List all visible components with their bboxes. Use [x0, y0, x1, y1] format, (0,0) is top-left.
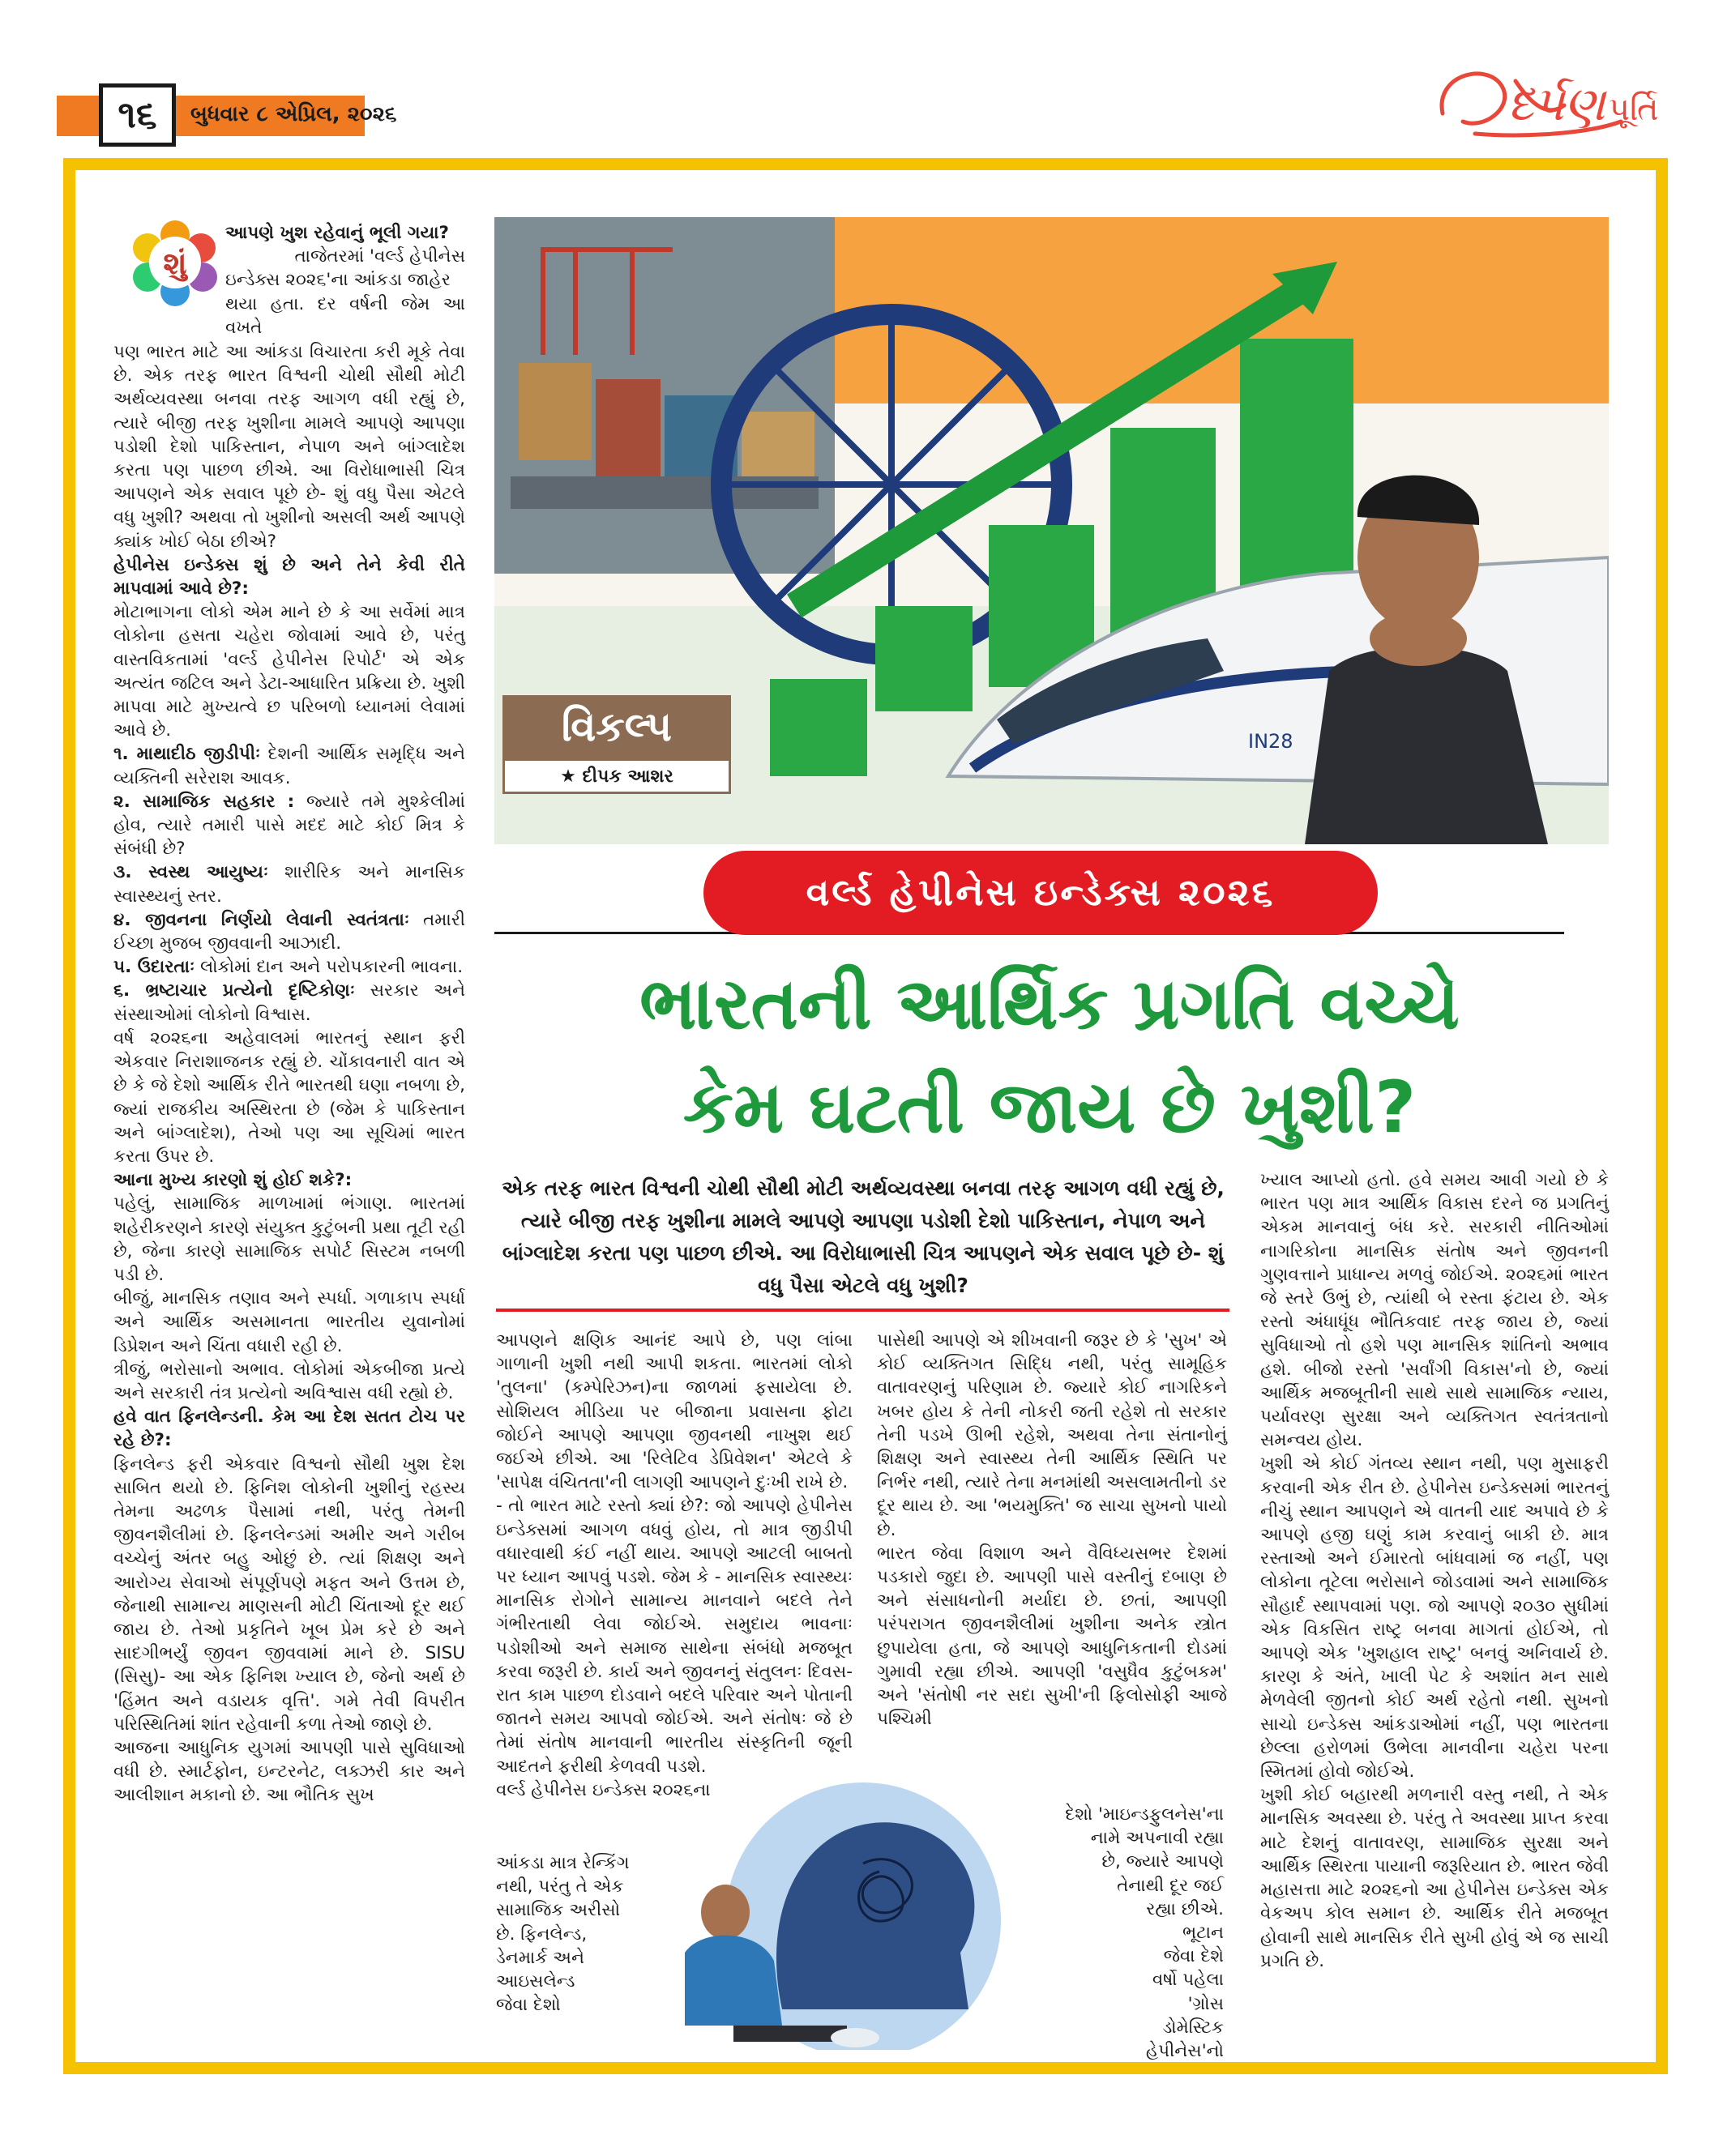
wrap-line: છે, જ્યારે આપણે — [1101, 1851, 1224, 1872]
brand-name: દર્પણ — [1507, 76, 1605, 131]
brand-logo — [1426, 57, 1670, 146]
paragraph: ફિનલેન્ડ ફરી એકવાર વિશ્વનો સૌથી ખુશ દેશ સાબિત થયો છે. ફિનિશ લોકોની ખુશીનું રહસ્ય તેમના અઢળક પૈસામાં નથી, પરંતુ તેમની જીવનશૈલીમાં છે. ફિનલેન્ડમાં અમીર અને ગરીબ વચ્ચેનું અંતર બહુ ઓછું છે. ત્યાં શિક્ષણ અને આરોગ્ય સેવાઓ સંપૂર્ણપણે મફત અને ઉત્તમ છે, જેનાથી સામાન્ય માણસની મોટી ચિંતાઓ દૂર થઈ જાય છે. તેઓ પ્રકૃતિને ખૂબ પ્રેમ કરે છે અને સાદગીભર્યું જીવન જીવવામાં માને છે. SISU (સિસુ)- આ એક ફિનિશ ખ્યાલ છે, જેનો અર્થ છે 'હિંમત અને વડાયક વૃત્તિ'. ગમે તેવી વિપરીત પરિસ્થિતિમાં શાંત રહેવાની કળા તેઓ જાણે છે. — [113, 1454, 465, 1735]
paragraph: પણ ભારત માટે આ આંકડા વિચારતા કરી મૂકે તેવા છે. એક તરફ ભારત વિશ્વની ચોથી સૌથી મોટી અર્થવ્યવસ્થા બનવા તરફ આગળ વધી રહ્યું છે, ત્યારે બીજી તરફ ખુશીના મામલે આપણે આપણા પડોશી દેશો પાકિસ્તાન, નેપાળ અને બાંગ્લાદેશ કરતા પણ પાછળ છીએ. આ વિરોધાભાસી ચિત્ર આપણને એક સવાલ પૂછે છે- શું વધુ પૈસા એટલે વધુ ખુશી? અથવા તો ખુશીનો અસલી અર્થ આપણે ક્યાંક ખોઈ બેઠા છીએ? — [113, 342, 465, 552]
wrap-line: 'ગ્રોસ — [1187, 1993, 1224, 2014]
list-item — [113, 955, 465, 979]
paragraph: ભારત જેવા વિશાળ અને વૈવિધ્યસભર દેશમાં પડકારો જુદા છે. આપણી પાસે વસ્તીનું દબાણ છે અને સંસાધનોની મર્યાદા છે. છતાં, આપણી પરંપરાગત જીવનશૈલીમાં ખુશીના અનેક સ્ત્રોત છુપાયેલા હતા, જે આપણે આધુનિકતાની દોડમાં ગુમાવી રહ્યા છીએ. આપણી 'વસુધૈવ કુટુંબકમ' અને 'સંતોષી નર સદા સુખી'ની ફિલોસોફી આજે પશ્ચિમી — [877, 1543, 1227, 1730]
wrap-line: ડોમેસ્ટિક — [1162, 2017, 1224, 2038]
subheading: હવે વાત ફિનલેન્ડની. કેમ આ દેશ સતત ટોચ પર રહે છે?: — [113, 1407, 465, 1451]
wrap-line: નથી, પરંતુ તે એક — [496, 1876, 624, 1898]
wrap-line: ભૂટાન — [1182, 1923, 1224, 1944]
paragraph: બીજું, માનસિક તણાવ અને સ્પર્ધા. ગળાકાપ સ્પર્ધા અને આર્થિક અસમાનતા ભારતીય યુવાનોમાં ડિપ્રેશન અને ચિંતા વધારી રહી છે. — [113, 1288, 465, 1356]
list-item-label: ૫. ઉદારતાઃ — [113, 957, 195, 978]
headline-line-1: ભારતની આર્થિક પ્રગતિ વચ્ચે — [639, 962, 1460, 1045]
wrap-line: ડેનમાર્ક અને — [496, 1947, 584, 1968]
list-item — [113, 790, 465, 861]
list-item — [113, 908, 465, 955]
lead-heading: આપણે ખુશ રહેવાનું ભૂલી ગયા? — [225, 223, 449, 243]
wrap-line: રહ્યા છીએ. — [1146, 1898, 1224, 1919]
headline-line-2: કેમ ઘટતી જાય છે ખુશી? — [682, 1065, 1417, 1149]
column-title: વિકલ્પ — [502, 695, 731, 758]
paragraph: પાસેથી આપણે એ શીખવાની જરૂર છે કે 'સુખ' એ કોઈ વ્યક્તિગત સિદ્ધિ નથી, પરંતુ સામૂહિક વાતાવરણનું પરિણામ છે. જ્યારે કોઈ નાગરિકને ખબર હોય કે તેની નોકરી જતી રહેશે તો સરકાર તેની પડખે ઊભી રહેશે, અથવા તેના સંતાનોનું શિક્ષણ અને સ્વાસ્થ્ય તેની આર્થિક સ્થિતિ પર નિર્ભર નથી, ત્યારે તેના મનમાંથી અસલામતીનો ડર દૂર થાય છે. આ 'ભયમુક્તિ' જ સાચા સુખનો પાયો છે. — [877, 1330, 1227, 1540]
wrap-line: સામાજિક અરીસો — [496, 1900, 621, 1921]
list-item-text: લોકોમાં દાન અને પરોપકારની ભાવના. — [195, 957, 464, 978]
column-4 — [1260, 1168, 1609, 1973]
deck-rule — [496, 1309, 1229, 1312]
subheading: હેપીનેસ ઇન્ડેક્સ શું છે અને તેને કેવી રીતે માપવામાં આવે છે?: — [113, 554, 465, 600]
list-item-label: ૪. જીવનના નિર્ણયો લેવાની સ્વતંત્રતાઃ — [113, 909, 410, 930]
list-item-text: સરકાર અને સંસ્થાઓમાં લોકોનો વિશ્વાસ. — [113, 980, 465, 1025]
paragraph: વર્લ્ડ હેપીનેસ ઇન્ડેક્સ ૨૦૨૬ના — [496, 1779, 711, 1800]
column-3-wrap — [1021, 1803, 1224, 2063]
wrap-line: આઇસલેન્ડ — [496, 1971, 575, 1992]
kicker-banner: વર્લ્ડ હેપીનેસ ઇન્ડેક્સ ૨૦૨૬ — [703, 851, 1378, 935]
list-item-label: ૬. ભ્રષ્ટાચાર પ્રત્યેનો દૃષ્ટિકોણઃ — [113, 980, 355, 1001]
list-item-label: ૧. માથાદીઠ જીડીપીઃ — [113, 744, 261, 765]
paragraph: - તો ભારત માટે રસ્તો ક્યાં છે?: જો આપણે હેપીનેસ ઇન્ડેક્સમાં આગળ વધવું હોય, તો માત્ર જીડીપી વધારવાથી કંઈ નહીં થાય. આપણે આટલી બાબતો પર ધ્યાન આપવું પડશે. જેમ કે - માનસિક સ્વાસ્થ્યઃ માનસિક રોગોને સામાન્ય માનવાને બદલે તેને ગંભીરતાથી લેવા જોઈએ. સમુદાય ભાવનાઃ પડોશીઓ અને સમાજ સાથેના સંબંધો મજબૂત કરવા જરૂરી છે. કાર્ય અને જીવનનું સંતુલનઃ દિવસ-રાત કામ પાછળ દોડવાને બદલે પરિવાર અને પોતાની જાતને સમય આપવો જોઈએ. અને સંતોષઃ જે છે તેમાં સંતોષ માનવાની ભારતીય સંસ્કૃતિની જૂની આદતને ફરીથી કેળવવી પડશે. — [496, 1496, 853, 1777]
list-item-text: જ્યારે તમે મુશ્કેલીમાં હોવ, ત્યારે તમારી પાસે મદદ માટે કોઈ મિત્ર કે સંબંધી છે? — [113, 791, 465, 860]
wrap-line: નામે અપનાવી રહ્યા — [1090, 1828, 1224, 1849]
list-item — [113, 979, 465, 1026]
column-1 — [113, 340, 465, 1808]
dateline: બુધવાર ૮ એપ્રિલ, ૨૦૨૬ — [190, 102, 397, 126]
column-2 — [496, 1329, 853, 1802]
list-item — [113, 860, 465, 907]
deck-summary: એક તરફ ભારત વિશ્વની ચોથી સૌથી મોટી અર્થવ્યવસ્થા બનવા તરફ આગળ વધી રહ્યું છે, ત્યારે બીજી તરફ ખુશીના મામલે આપણે આપણા પડોશી દેશો પાકિસ્તાન, નેપાળ અને બાંગ્લાદેશ કરતા પણ પાછળ છીએ. આ વિરોધાભાસી ચિત્ર આપણને એક સવાલ પૂછે છે- શું વધુ પૈસા એટલે વધુ ખુશી? — [502, 1176, 1225, 1297]
paragraph: ખુશી એ કોઈ ગંતવ્ય સ્થાન નથી, પણ મુસાફરી કરવાની એક રીત છે. હેપીનેસ ઇન્ડેક્સમાં ભારતનું નીચું સ્થાન આપણને એ વાતની યાદ અપાવે છે કે આપણે હજી ઘણું કામ કરવાનું બાકી છે. માત્ર રસ્તાઓ અને ઈમારતો બાંધવામાં જ નહીં, પણ લોકોના તૂટેલા ભરોસાને જોડવામાં અને સામાજિક સૌહાર્દ સ્થાપવામાં પણ. જો આપણે ૨૦૩૦ સુધીમાં એક વિકસિત રાષ્ટ્ર બનવા માગતાં હોઈએ, તો આપણે એક 'ખુશહાલ રાષ્ટ્ર' બનવું અનિવાર્ય છે. કારણ કે અંતે, ખાલી પેટ કે અશાંત મન સાથે મેળવેલી જીતનો કોઈ અર્થ રહેતો નથી. સુખનો સાચો ઇન્ડેક્સ આંકડાઓમાં નહીં, પણ ભારતના છેલ્લા હરોળમાં ઉભેલા માનવીના ચહેરા પરના સ્મિતમાં હોવો જોઈએ. — [1260, 1454, 1609, 1782]
stress-illustration — [604, 1766, 1025, 2050]
lead-line: થયા હતા. દર વર્ષની જેમ આ વખતે — [225, 293, 465, 338]
dropcap-letter: શું — [163, 245, 187, 281]
wrap-line: જેવા દેશો — [496, 1995, 561, 2016]
list-item-label: ૩. સ્વસ્થ આયુષ્યઃ — [113, 862, 269, 883]
paragraph: આપણને ક્ષણિક આનંદ આપે છે, પણ લાંબા ગાળાની ખુશી નથી આપી શકતા. ભારતમાં લોકો 'તુલના' (કમ્પેરિઝન)ના જાળમાં ફસાયેલા છે. સોશિયલ મીડિયા પર બીજાના પ્રવાસના ફોટા જોઈને આપણે આપણા જીવનથી નાખુશ થઈ જઈએ છીએ. આ 'રિલેટિવ ડેપ્રિવેશન' એટલે કે 'સાપેક્ષ વંચિતતા'ની લાગણી આપણને દુઃખી રાખે છે. — [496, 1330, 853, 1493]
author-name: ★ દીપક આશર — [502, 758, 731, 794]
page-number: ૧૬ — [99, 83, 176, 147]
paragraph: આજના આધુનિક યુગમાં આપણી પાસે સુવિધાઓ વધી છે. સ્માર્ટફોન, ઇન્ટરનેટ, લક્ઝરી કાર અને આલીશાન મકાનો છે. આ ભૌતિક સુખ — [113, 1737, 465, 1806]
lead-line: તાજેતરમાં 'વર્લ્ડ હેપીનેસ — [294, 246, 465, 267]
list-item-label: ૨. સામાજિક સહકાર : — [113, 791, 295, 812]
brand-suffix: પૂર્તિ — [1609, 91, 1659, 128]
wrap-line: આંકડા માત્ર રેન્કિંગ — [496, 1853, 630, 1873]
dropcap-badge — [130, 217, 220, 308]
paragraph: મોટાભાગના લોકો એમ માને છે કે આ સર્વેમાં માત્ર લોકોના હસતા ચહેરા જોવામાં આવે છે, પરંતુ વાસ્તવિકતામાં 'વર્લ્ડ હેપીનેસ રિપોર્ટ' એ એક અત્યંત જટિલ અને ડેટા-આધારિત પ્રક્રિયા છે. ખુશી માપવા માટે મુખ્યત્વે છ પરિબળો ધ્યાનમાં લેવામાં આવે છે. — [113, 602, 465, 741]
wrap-line: દેશો 'માઇન્ડફુલનેસ'ના — [1065, 1804, 1224, 1825]
lead-line: ઇન્ડેક્સ ૨૦૨૬'ના આંકડા જાહેર — [225, 270, 451, 291]
paragraph: ખુશી કોઈ બહારથી મળનારી વસ્તુ નથી, તે એક માનસિક અવસ્થા છે. પરંતુ તે અવસ્થા પ્રાપ્ત કરવા માટે દેશનું વાતાવરણ, સામાજિક સુરક્ષા અને આર્થિક સ્થિરતા પાયાની જરૂરિયાત છે. ભારત જેવી મહાસત્તા માટે ૨૦૨૬નો આ હેપીનેસ ઇન્ડેક્સ એક વેકઅપ કોલ સમાન છે. આર્થિક રીતે મજબૂત હોવાની સાથે માનસિક રીતે સુખી હોવું એ જ સાચી પ્રગતિ છે. — [1260, 1785, 1609, 1971]
list-item-text: દેશની આર્થિક સમૃદ્ધિ અને વ્યક્તિની સરેરાશ આવક. — [113, 744, 465, 788]
wrap-line: તેનાથી દૂર જઈ — [1117, 1875, 1224, 1896]
column-byline — [502, 695, 731, 794]
list-item-text: શારીરિક અને માનસિક સ્વાસ્થ્યનું સ્તર. — [113, 862, 465, 907]
wrap-line: જેવા દેશે — [1163, 1946, 1224, 1967]
subheading: આના મુખ્ય કારણો શું હોઈ શકે?: — [113, 1170, 353, 1191]
column-1-lead — [225, 221, 465, 339]
train-code: IN28 — [1248, 730, 1293, 753]
wrap-line: હેપીનેસ'નો — [1145, 2041, 1224, 2062]
paragraph: પહેલું, સામાજિક માળખામાં ભંગાણ. ભારતમાં શહેરીકરણને કારણે સંયુક્ત કુટુંબની પ્રથા તૂટી રહી છે, જેના કારણે સામાજિક સપોર્ટ સિસ્ટમ નબળી પડી છે. — [113, 1193, 465, 1285]
paragraph: ખ્યાલ આપ્યો હતો. હવે સમય આવી ગયો છે કે ભારત પણ માત્ર આર્થિક વિકાસ દરને જ પ્રગતિનું એકમ માનવાનું બંધ કરે. સરકારી નીતિઓમાં નાગરિકોના માનસિક સંતોષ અને જીવનની ગુણવત્તાને પ્રાધાન્ય મળવું જોઈએ. ૨૦૨૬માં ભારત જે સ્તરે ઉભું છે, ત્યાંથી બે રસ્તા ફંટાય છે. એક રસ્તો અંધાધૂંધ ભૌતિકવાદ તરફ જાય છે, જ્યાં સુવિધાઓ તો હશે પણ માનસિક શાંતિનો અભાવ હશે. બીજો રસ્તો 'સર્વાંગી વિકાસ'નો છે, જ્યાં આર્થિક મજબૂતીની સાથે સાથે સામાજિક ન્યાય, પર્યાવરણ સુરક્ષા અને વ્યક્તિગત સ્વતંત્રતાનો સમન્વય હોય. — [1260, 1170, 1609, 1451]
page-title — [486, 952, 1613, 1159]
wrap-line: વર્ષો પહેલા — [1152, 1970, 1224, 1991]
list-item-text: તમારી ઈચ્છા મુજબ જીવવાની આઝાદી. — [113, 909, 465, 954]
column-3 — [877, 1329, 1227, 1731]
paragraph: ત્રીજું, ભરોસાનો અભાવ. લોકોમાં એકબીજા પ્રત્યે અને સરકારી તંત્ર પ્રત્યેનો અવિશ્વાસ વધી રહ્યો છે. — [113, 1359, 465, 1403]
wrap-line: છે. ફિનલેન્ડ, — [496, 1923, 588, 1945]
list-item — [113, 742, 465, 789]
paragraph: વર્ષ ૨૦૨૬ના અહેવાલમાં ભારતનું સ્થાન ફરી એકવાર નિરાશાજનક રહ્યું છે. ચોંકાવનારી વાત એ છે કે જે દેશો આર્થિક રીતે ભારતથી ઘણા નબળા છે, જ્યાં રાજકીય અસ્થિરતા છે (જેમ કે પાકિસ્તાન અને બાંગ્લાદેશ), તેઓ પણ આ સૂચિમાં ભારત કરતા ઉપર છે. — [113, 1027, 465, 1167]
